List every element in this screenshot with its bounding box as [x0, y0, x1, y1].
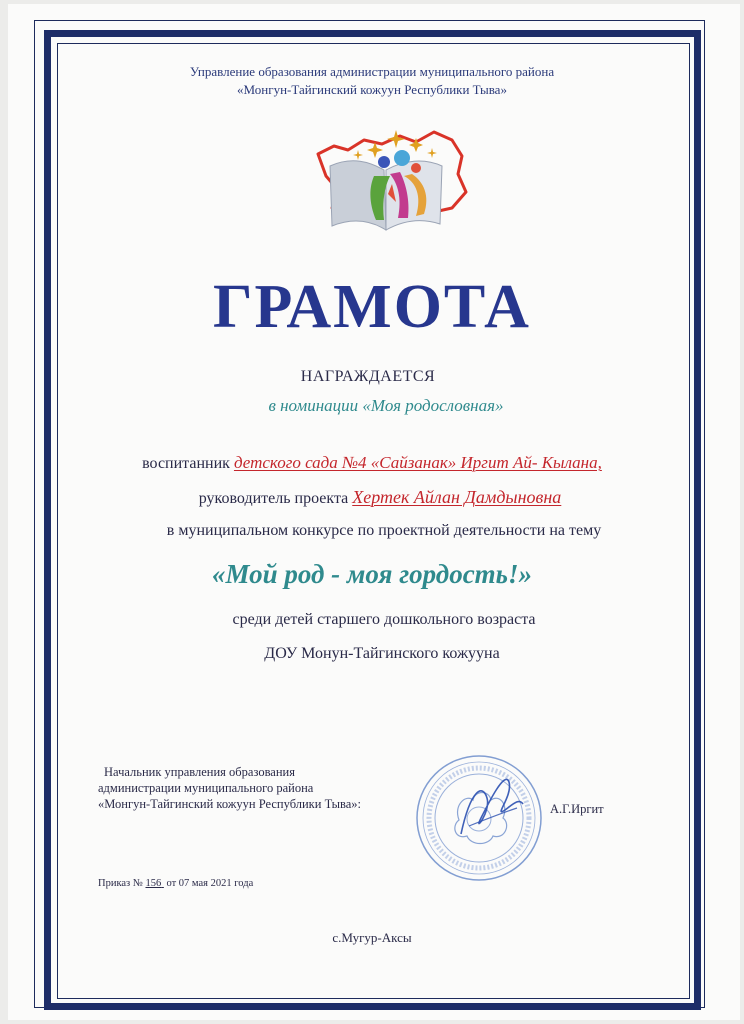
- leader-line: [8, 487, 744, 508]
- audience-line-2: ДОУ Монун-Тайгинского кожууна: [264, 645, 500, 662]
- place-name: с.Мугур-Аксы: [332, 930, 412, 945]
- signatory-line-2: администрации муниципального района: [98, 781, 314, 795]
- signatory-line-1: Начальник управления образования: [104, 765, 295, 779]
- education-emblem-icon: [312, 122, 472, 237]
- leader-name: Хертек Айлан Дамдыновна: [352, 487, 562, 507]
- official-seal-icon: [413, 748, 553, 888]
- header-line-1: Управление образования администрации муниципального района: [189, 64, 555, 79]
- signatory-line-3: «Монгун-Тайгинский кожуун Республики Тыва»:: [98, 797, 361, 811]
- order-prefix: Приказ №: [98, 878, 143, 889]
- audience-line-1: среди детей старшего дошкольного возраста: [232, 611, 536, 628]
- order-number: 156: [145, 878, 162, 889]
- order-line: [98, 878, 253, 889]
- certificate-title: ГРАМОТА: [213, 273, 531, 341]
- pupil-prefix: воспитанник: [142, 455, 230, 472]
- contest-motto: «Мой род - моя гордость!»: [211, 559, 533, 589]
- pupil-name: детского сада №4 «Сайзанак» Иргит Ай- Кылана,: [233, 453, 602, 472]
- nomination-line: в номинации «Моя родословная»: [268, 396, 504, 415]
- pupil-line: [0, 453, 744, 473]
- header-line-2: «Монгун-Тайгинский кожуун Республики Тыва»: [237, 82, 507, 97]
- leader-prefix: руководитель проекта: [198, 490, 349, 507]
- awarded-label: НАГРАЖДАЕТСЯ: [300, 368, 436, 385]
- signatory-name: А.Г.Иргит: [550, 802, 604, 816]
- contest-line: в муниципальном конкурсе по проектной деятельности на тему: [166, 522, 602, 539]
- order-date: от 07 мая 2021 года: [166, 878, 254, 889]
